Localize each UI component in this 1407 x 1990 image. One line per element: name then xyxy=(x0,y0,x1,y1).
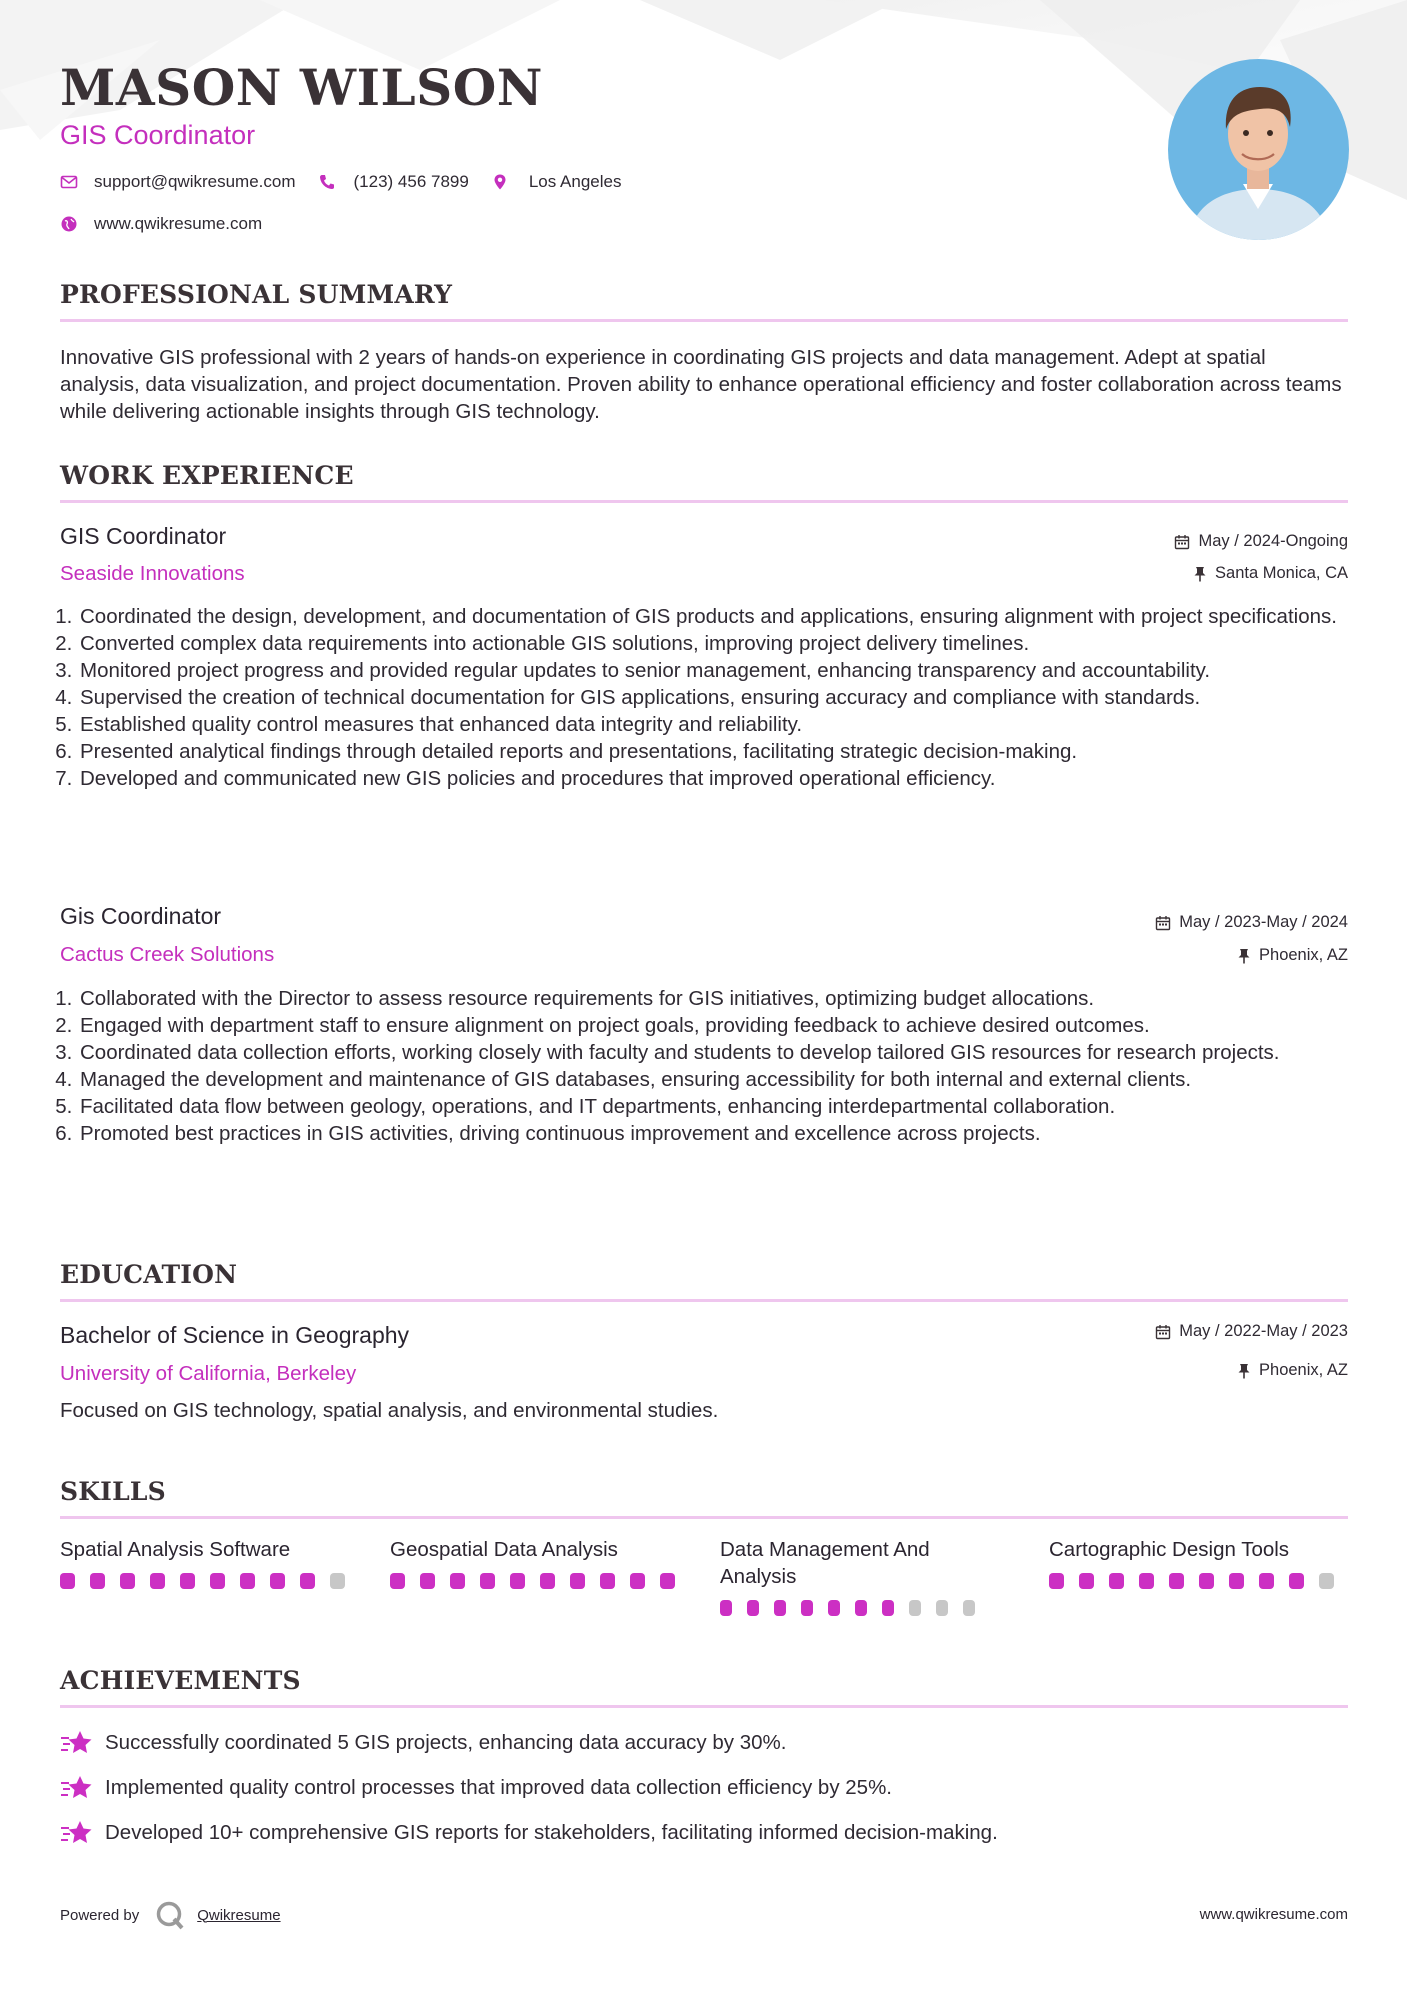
company-name: Cactus Creek Solutions xyxy=(60,943,275,966)
education-heading: EDUCATION xyxy=(60,1260,1348,1302)
brand-link[interactable]: Qwikresume xyxy=(197,1906,281,1924)
job-location-text: Phoenix, AZ xyxy=(1259,946,1348,964)
skill-dot-filled xyxy=(1259,1573,1274,1589)
job-bullet-list xyxy=(60,603,1353,792)
skill-dot-filled xyxy=(660,1573,675,1589)
skill-dot-empty xyxy=(963,1600,975,1616)
location-text: Los Angeles xyxy=(528,172,622,191)
achievement-item xyxy=(60,1729,786,1757)
skill-dot-filled xyxy=(510,1573,525,1589)
education-description: Focused on GIS technology, spatial analysis, and environmental studies. xyxy=(60,1399,719,1422)
globe-icon xyxy=(60,215,78,233)
job-title: GIS Coordinator xyxy=(60,523,227,549)
school-name: University of California, Berkeley xyxy=(60,1362,357,1385)
avatar-illustration xyxy=(1168,59,1349,240)
job-dates xyxy=(1174,532,1348,551)
footer-website[interactable]: www.qwikresume.com xyxy=(1199,1906,1348,1923)
job-bullet: 5. Facilitated data flow between geology, operations, and IT departments, enhancing interdepartmental collaboration. xyxy=(78,1093,1353,1120)
skill-item xyxy=(1049,1536,1349,1589)
skill-dot-filled xyxy=(210,1573,225,1589)
summary-heading: PROFESSIONAL SUMMARY xyxy=(60,280,1348,322)
degree-title: Bachelor of Science in Geography xyxy=(60,1322,410,1348)
skill-dot-filled xyxy=(1199,1573,1214,1589)
contact-email[interactable] xyxy=(60,172,296,192)
experience-heading: WORK EXPERIENCE xyxy=(60,461,1348,503)
skill-dot-filled xyxy=(828,1600,840,1616)
job-location xyxy=(1237,946,1348,965)
calendar-icon xyxy=(1174,534,1190,550)
skill-dot-filled xyxy=(720,1600,732,1616)
footer-powered-by xyxy=(60,1900,281,1930)
skills-heading: SKILLS xyxy=(60,1477,1348,1519)
skill-dot-filled xyxy=(240,1573,255,1589)
skill-dot-filled xyxy=(1139,1573,1154,1589)
star-icon xyxy=(60,1819,93,1847)
skill-dot-filled xyxy=(630,1573,645,1589)
achievements-heading: ACHIEVEMENTS xyxy=(60,1666,1348,1708)
skill-dot-filled xyxy=(747,1600,759,1616)
qwikresume-logo-icon xyxy=(155,1900,185,1930)
skill-dot-filled xyxy=(801,1600,813,1616)
skill-item xyxy=(720,1536,990,1616)
contact-row xyxy=(60,172,643,192)
skill-dot-filled xyxy=(1049,1573,1064,1589)
achievement-item xyxy=(60,1774,892,1802)
skill-dot-filled xyxy=(60,1573,75,1589)
contact-phone[interactable] xyxy=(318,172,469,192)
job-bullet: 6. Promoted best practices in GIS activities, driving continuous improvement and excellence across projects. xyxy=(78,1120,1353,1147)
contact-row-website xyxy=(60,214,284,234)
education-dates-text: May / 2022-May / 2023 xyxy=(1179,1322,1348,1340)
powered-by-label: Powered by xyxy=(60,1906,140,1924)
skill-dot-empty xyxy=(909,1600,921,1616)
star-icon xyxy=(60,1774,93,1802)
job-bullet: 3. Monitored project progress and provided regular updates to senior management, enhancing transparency and accountability. xyxy=(78,657,1353,684)
skill-dot-filled xyxy=(855,1600,867,1616)
job-dates-text: May / 2024-Ongoing xyxy=(1198,532,1348,550)
skill-name: Spatial Analysis Software xyxy=(60,1538,291,1561)
map-pin-icon xyxy=(491,173,509,191)
skill-dot-empty xyxy=(936,1600,948,1616)
job-dates-text: May / 2023-May / 2024 xyxy=(1179,913,1348,931)
skill-name: Data Management And Analysis xyxy=(720,1538,930,1588)
contact-location xyxy=(491,172,622,192)
skill-dot-filled xyxy=(480,1573,495,1589)
skill-dot-filled xyxy=(180,1573,195,1589)
job-dates xyxy=(1155,913,1348,932)
skill-dot-filled xyxy=(450,1573,465,1589)
skill-name: Geospatial Data Analysis xyxy=(390,1538,618,1561)
skill-rating xyxy=(60,1573,360,1589)
skill-dot-filled xyxy=(1169,1573,1184,1589)
summary-text: Innovative GIS professional with 2 years of hands-on experience in coordinating GIS projects and data management. Adept at spatial analysis, data visualization, and project documentation. Proven ability to enhance operational efficiency and foster collaboration across teams while delivering actionable insights through GIS technology. xyxy=(60,346,1342,423)
job-bullet: 4. Managed the development and maintenance of GIS databases, ensuring accessibility for both internal and external clients. xyxy=(78,1066,1353,1093)
skill-dot-filled xyxy=(300,1573,315,1589)
skill-dot-filled xyxy=(1109,1573,1124,1589)
skill-dot-filled xyxy=(1229,1573,1244,1589)
calendar-icon xyxy=(1155,1324,1171,1340)
skill-dot-filled xyxy=(150,1573,165,1589)
job-bullet: 5. Established quality control measures that enhanced data integrity and reliability. xyxy=(78,711,1353,738)
skill-rating xyxy=(390,1573,690,1589)
candidate-role: GIS Coordinator xyxy=(60,120,256,150)
envelope-icon xyxy=(60,173,78,191)
company-name: Seaside Innovations xyxy=(60,562,245,585)
achievement-text: Successfully coordinated 5 GIS projects, enhancing data accuracy by 30%. xyxy=(105,1731,787,1754)
skill-dot-filled xyxy=(390,1573,405,1589)
skill-dot-filled xyxy=(420,1573,435,1589)
contact-website[interactable] xyxy=(60,214,262,234)
skill-rating xyxy=(720,1600,990,1616)
job-bullet: 2. Converted complex data requirements into actionable GIS solutions, improving project delivery timelines. xyxy=(78,630,1353,657)
education-location xyxy=(1237,1361,1348,1380)
job-bullet: 7. Developed and communicated new GIS policies and procedures that improved operational efficiency. xyxy=(78,765,1353,792)
job-location-text: Santa Monica, CA xyxy=(1215,564,1348,582)
job-bullet: 1. Collaborated with the Director to assess resource requirements for GIS initiatives, optimizing budget allocations. xyxy=(78,985,1353,1012)
pushpin-icon xyxy=(1237,1363,1251,1379)
calendar-icon xyxy=(1155,915,1171,931)
job-bullet: 1. Coordinated the design, development, and documentation of GIS products and applications, ensuring alignment with project specifications. xyxy=(78,603,1353,630)
skill-dot-filled xyxy=(120,1573,135,1589)
job-bullet: 6. Presented analytical findings through detailed reports and presentations, facilitating strategic decision-making. xyxy=(78,738,1353,765)
achievement-text: Implemented quality control processes that improved data collection efficiency by 25%. xyxy=(105,1776,893,1799)
job-title: Gis Coordinator xyxy=(60,903,222,929)
skill-dot-filled xyxy=(774,1600,786,1616)
skill-dot-empty xyxy=(330,1573,345,1589)
job-bullet: 3. Coordinated data collection efforts, working closely with faculty and students to develop tailored GIS resources for research projects. xyxy=(78,1039,1353,1066)
star-icon xyxy=(60,1729,93,1757)
skill-item xyxy=(390,1536,690,1589)
skill-rating xyxy=(1049,1573,1349,1589)
skill-dot-filled xyxy=(540,1573,555,1589)
avatar xyxy=(1168,59,1349,240)
skill-dot-filled xyxy=(1079,1573,1094,1589)
candidate-name: MASON WILSON xyxy=(60,58,543,117)
skill-dot-filled xyxy=(90,1573,105,1589)
website-text: www.qwikresume.com xyxy=(94,214,263,233)
skill-dot-filled xyxy=(882,1600,894,1616)
skill-dot-filled xyxy=(1289,1573,1304,1589)
phone-icon xyxy=(318,173,336,191)
job-bullet-list xyxy=(60,985,1353,1147)
pushpin-icon xyxy=(1193,566,1207,582)
achievement-text: Developed 10+ comprehensive GIS reports for stakeholders, facilitating informed decision-making. xyxy=(105,1821,998,1844)
education-dates xyxy=(1155,1322,1348,1341)
email-text: support@qwikresume.com xyxy=(94,172,296,191)
pushpin-icon xyxy=(1237,948,1251,964)
skill-dot-filled xyxy=(600,1573,615,1589)
skill-name: Cartographic Design Tools xyxy=(1049,1538,1290,1561)
job-bullet: 4. Supervised the creation of technical documentation for GIS applications, ensuring accuracy and compliance with standards. xyxy=(78,684,1353,711)
skill-dot-filled xyxy=(270,1573,285,1589)
achievement-item xyxy=(60,1819,998,1847)
skill-dot-empty xyxy=(1319,1573,1334,1589)
education-location-text: Phoenix, AZ xyxy=(1259,1361,1348,1379)
skill-item xyxy=(60,1536,360,1589)
job-bullet: 2. Engaged with department staff to ensure alignment on project goals, providing feedback to achieve desired outcomes. xyxy=(78,1012,1353,1039)
job-location xyxy=(1193,564,1348,583)
skill-dot-filled xyxy=(570,1573,585,1589)
phone-text: (123) 456 7899 xyxy=(353,172,469,191)
